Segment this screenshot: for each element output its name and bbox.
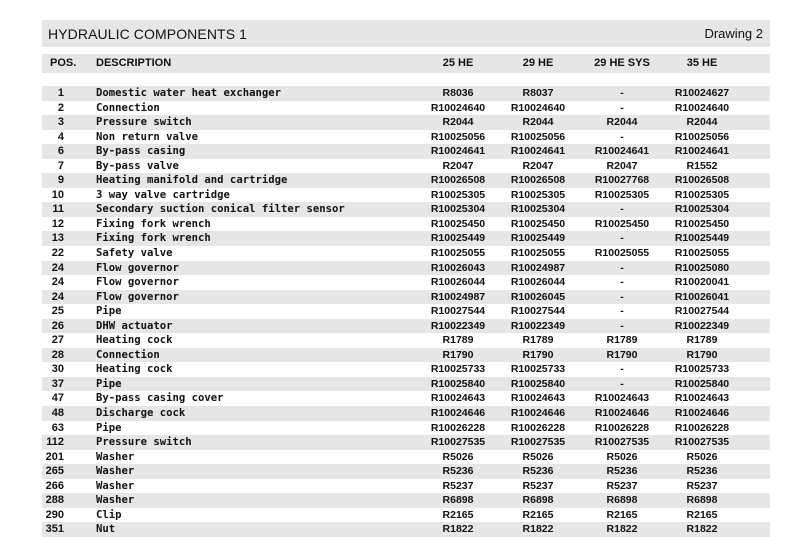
row-description: Pipe <box>96 421 122 434</box>
row-code-25he: R5236 <box>442 465 474 478</box>
row-code-29he-sys: - <box>620 232 624 245</box>
table-row <box>42 101 770 116</box>
row-position: 22 <box>51 247 64 260</box>
table-row <box>42 362 770 377</box>
header-25he: 25 HE <box>442 57 474 69</box>
row-description: Pressure switch <box>96 116 192 129</box>
row-position: 26 <box>51 319 64 332</box>
table-row <box>42 173 770 188</box>
row-code-29he-sys: - <box>620 261 624 274</box>
row-description: Clip <box>96 508 122 521</box>
table-header <box>42 54 770 73</box>
row-code-35he: R10025055 <box>674 247 730 260</box>
row-code-25he: R10025305 <box>430 188 486 201</box>
table-row <box>42 377 770 392</box>
row-description: Washer <box>96 450 135 463</box>
row-code-29he: R1790 <box>522 348 554 361</box>
row-code-29he-sys: - <box>620 305 624 318</box>
row-code-25he: R10027544 <box>430 305 486 318</box>
section-title: HYDRAULIC COMPONENTS 1 <box>48 25 248 42</box>
row-code-35he: R10025304 <box>674 203 730 216</box>
table-row <box>42 406 770 421</box>
row-code-29he: R10025305 <box>510 188 566 201</box>
table-row <box>42 450 770 465</box>
row-code-25he: R2047 <box>442 159 474 172</box>
row-code-25he: R2044 <box>442 116 474 129</box>
table-row <box>42 159 770 174</box>
row-position: 10 <box>51 188 64 201</box>
table-row <box>42 86 770 101</box>
row-code-29he-sys: R10024643 <box>594 392 650 405</box>
row-code-35he: R10025733 <box>674 363 730 376</box>
row-code-25he: R10024640 <box>430 101 486 114</box>
row-position: 47 <box>51 392 64 405</box>
row-code-35he: R10025080 <box>674 261 730 274</box>
row-position: 48 <box>51 407 64 420</box>
row-code-29he-sys: R2044 <box>606 116 638 129</box>
row-code-35he: R1789 <box>686 334 718 347</box>
row-code-25he: R1789 <box>442 334 474 347</box>
row-code-29he: R10024640 <box>510 101 566 114</box>
row-description: Flow governor <box>96 276 179 289</box>
row-code-25he: R6898 <box>442 494 474 507</box>
row-code-29he-sys: - <box>620 101 624 114</box>
row-code-29he: R10024641 <box>510 145 566 158</box>
row-code-25he: R10024646 <box>430 407 486 420</box>
parts-table-body <box>42 86 770 537</box>
row-code-29he-sys: R2165 <box>606 508 638 521</box>
row-description: Secondary suction conical filter sensor <box>96 203 345 216</box>
row-description: Washer <box>96 494 135 507</box>
row-position: 1 <box>57 87 64 99</box>
table-row <box>42 464 770 479</box>
row-code-29he: R6898 <box>522 494 554 507</box>
row-code-25he: R10026043 <box>430 261 486 274</box>
row-code-29he: R10026045 <box>510 290 566 303</box>
drawing-reference: Drawing 2 <box>704 26 763 41</box>
row-description: Safety valve <box>96 247 173 260</box>
row-code-29he: R10027535 <box>510 436 566 449</box>
row-code-29he-sys: R6898 <box>606 494 638 507</box>
table-row <box>42 333 770 348</box>
row-code-35he: R10027544 <box>674 305 730 318</box>
row-code-29he: R10022349 <box>510 319 566 332</box>
row-code-29he-sys: - <box>620 363 624 376</box>
row-code-29he-sys: R1789 <box>606 334 638 347</box>
table-row <box>42 217 770 232</box>
row-code-25he: R5026 <box>442 450 474 463</box>
row-code-25he: R1790 <box>442 348 474 361</box>
table-row <box>42 421 770 436</box>
row-code-25he: R10026228 <box>430 421 486 434</box>
row-code-25he: R10025304 <box>430 203 486 216</box>
row-position: 288 <box>45 494 64 507</box>
row-position: 12 <box>51 217 64 230</box>
row-code-25he: R10025449 <box>430 232 486 245</box>
header-29he: 29 HE <box>522 57 554 69</box>
row-position: 3 <box>57 116 64 129</box>
row-code-35he: R10025305 <box>674 188 730 201</box>
row-code-25he: R10024987 <box>430 290 486 303</box>
row-position: 201 <box>45 450 64 463</box>
row-code-35he: R10026508 <box>674 174 730 187</box>
row-position: 112 <box>46 436 64 449</box>
row-description: Connection <box>96 348 160 361</box>
row-code-29he-sys: R5236 <box>606 465 638 478</box>
row-position: 28 <box>51 348 64 361</box>
table-row <box>42 144 770 159</box>
table-row <box>42 304 770 319</box>
row-code-29he-sys: R10025305 <box>594 188 650 201</box>
row-code-29he-sys: - <box>620 130 624 143</box>
row-description: Fixing fork wrench <box>96 217 211 230</box>
row-code-29he: R10025840 <box>510 377 566 390</box>
row-code-35he: R10025840 <box>674 377 730 390</box>
row-code-35he: R10025449 <box>674 232 730 245</box>
row-position: 4 <box>57 130 64 143</box>
row-position: 266 <box>45 479 64 492</box>
row-description: By-pass valve <box>96 159 179 172</box>
row-code-29he: R5236 <box>522 465 554 478</box>
row-code-29he-sys: R1790 <box>606 348 638 361</box>
row-position: 30 <box>51 363 64 376</box>
row-code-29he: R10025304 <box>510 203 566 216</box>
row-description: DHW actuator <box>96 319 173 332</box>
row-code-35he: R1790 <box>686 348 718 361</box>
table-row <box>42 188 770 203</box>
table-row <box>42 319 770 334</box>
row-description: Fixing fork wrench <box>96 232 211 245</box>
row-code-29he: R1789 <box>522 334 554 347</box>
row-code-29he: R10024646 <box>510 407 566 420</box>
row-position: 290 <box>45 508 64 521</box>
row-code-35he: R1552 <box>686 159 718 172</box>
row-code-35he: R10024646 <box>674 407 730 420</box>
row-description: Discharge cock <box>96 407 186 420</box>
row-code-29he-sys: R5237 <box>606 479 638 492</box>
table-row <box>42 261 770 276</box>
row-code-25he: R10024641 <box>430 145 486 158</box>
row-code-29he: R10025449 <box>510 232 566 245</box>
row-position: 351 <box>45 523 64 536</box>
row-code-35he: R10024640 <box>674 101 730 114</box>
row-description: Heating cock <box>96 334 173 347</box>
row-code-25he: R10025450 <box>430 217 486 230</box>
row-code-29he: R10026508 <box>510 174 566 187</box>
row-code-35he: R10025450 <box>674 217 730 230</box>
row-code-29he-sys: R10024641 <box>594 145 650 158</box>
row-code-35he: R5236 <box>686 465 718 478</box>
row-code-29he-sys: - <box>620 319 624 332</box>
row-code-29he: R5026 <box>522 450 554 463</box>
row-description: By-pass casing <box>96 145 186 158</box>
row-code-29he: R2044 <box>522 116 554 129</box>
row-code-25he: R10026044 <box>430 276 486 289</box>
row-code-29he: R5237 <box>522 479 554 492</box>
row-code-29he: R10026044 <box>510 276 566 289</box>
row-position: 24 <box>51 261 64 274</box>
row-position: 11 <box>52 203 64 216</box>
row-code-25he: R2165 <box>442 508 474 521</box>
row-code-35he: R10022349 <box>674 319 730 332</box>
row-code-29he: R10026228 <box>510 421 566 434</box>
row-position: 25 <box>51 305 64 318</box>
row-code-29he: R10025056 <box>510 130 566 143</box>
row-code-29he: R2047 <box>522 159 554 172</box>
row-description: Connection <box>96 101 160 114</box>
row-code-29he: R2165 <box>522 508 554 521</box>
row-description: Flow governor <box>96 290 179 303</box>
row-code-35he: R5026 <box>686 450 718 463</box>
row-code-25he: R8036 <box>442 87 474 99</box>
row-code-35he: R10025056 <box>674 130 730 143</box>
row-code-29he-sys: R2047 <box>606 159 638 172</box>
row-position: 37 <box>51 377 64 390</box>
row-code-25he: R10025055 <box>430 247 486 260</box>
table-row <box>42 391 770 406</box>
row-description: Washer <box>96 465 135 478</box>
row-position: 9 <box>57 174 64 187</box>
row-code-29he-sys: R10025055 <box>594 247 650 260</box>
row-code-29he: R10024987 <box>510 261 566 274</box>
header-pos: POS. <box>50 57 77 69</box>
row-code-29he-sys: R1822 <box>606 523 638 536</box>
row-description: 3 way valve cartridge <box>96 188 230 201</box>
row-code-29he-sys: - <box>620 203 624 216</box>
row-code-29he-sys: R10025450 <box>594 217 650 230</box>
row-description: By-pass casing cover <box>96 392 224 405</box>
table-row <box>42 231 770 246</box>
row-description: Pipe <box>96 305 122 318</box>
row-code-29he-sys: - <box>620 276 624 289</box>
row-code-29he: R10027544 <box>510 305 566 318</box>
row-code-29he-sys: R10027535 <box>594 436 650 449</box>
table-row <box>42 290 770 305</box>
row-description: Domestic water heat exchanger <box>96 87 281 99</box>
row-code-29he: R10025733 <box>510 363 566 376</box>
table-row <box>42 115 770 130</box>
table-row <box>42 508 770 523</box>
row-description: Flow governor <box>96 261 179 274</box>
row-code-29he: R8037 <box>522 87 554 99</box>
title-bar <box>42 20 770 47</box>
row-code-35he: R10026041 <box>674 290 730 303</box>
row-description: Pressure switch <box>96 436 192 449</box>
row-code-29he: R10024643 <box>510 392 566 405</box>
row-code-35he: R10024627 <box>674 87 730 99</box>
table-row <box>42 435 770 450</box>
row-code-35he: R6898 <box>686 494 718 507</box>
row-code-25he: R10026508 <box>430 174 486 187</box>
table-row <box>42 246 770 261</box>
row-code-25he: R1822 <box>442 523 474 536</box>
row-code-35he: R10024643 <box>674 392 730 405</box>
row-code-35he: R5237 <box>686 479 718 492</box>
table-row <box>42 479 770 494</box>
row-description: Pipe <box>96 377 122 390</box>
row-position: 24 <box>51 276 64 289</box>
row-code-29he-sys: R10026228 <box>594 421 650 434</box>
row-code-25he: R10022349 <box>430 319 486 332</box>
row-description: Non return valve <box>96 130 199 143</box>
row-code-29he: R10025450 <box>510 217 566 230</box>
row-description: Heating cock <box>96 363 173 376</box>
row-code-25he: R10024643 <box>430 392 486 405</box>
row-code-25he: R10025733 <box>430 363 486 376</box>
header-description: DESCRIPTION <box>96 57 172 69</box>
table-row <box>42 202 770 217</box>
row-description: Heating manifold and cartridge <box>96 174 288 187</box>
row-position: 2 <box>57 101 64 114</box>
header-29he-sys: 29 HE SYS <box>594 57 650 69</box>
row-code-29he-sys: R10027768 <box>594 174 650 187</box>
row-description: Nut <box>96 523 116 536</box>
row-position: 7 <box>57 159 64 172</box>
row-position: 265 <box>45 465 64 478</box>
row-code-35he: R10024641 <box>674 145 730 158</box>
row-code-35he: R2044 <box>686 116 718 129</box>
row-position: 27 <box>51 334 64 347</box>
row-code-25he: R5237 <box>442 479 474 492</box>
table-row <box>42 348 770 363</box>
row-position: 24 <box>51 290 64 303</box>
table-row <box>42 522 770 537</box>
row-code-35he: R10026228 <box>674 421 730 434</box>
row-code-29he-sys: - <box>620 290 624 303</box>
table-row <box>42 130 770 145</box>
row-code-25he: R10027535 <box>430 436 486 449</box>
row-code-35he: R10020041 <box>674 276 730 289</box>
row-code-35he: R2165 <box>686 508 718 521</box>
row-code-29he: R1822 <box>522 523 554 536</box>
row-position: 6 <box>57 145 64 158</box>
row-code-29he-sys: R10024646 <box>594 407 650 420</box>
row-code-29he: R10025055 <box>510 247 566 260</box>
table-row <box>42 493 770 508</box>
row-code-35he: R10027535 <box>674 436 730 449</box>
table-row <box>42 275 770 290</box>
row-code-29he-sys: - <box>620 87 624 99</box>
row-code-29he-sys: R5026 <box>606 450 638 463</box>
row-code-29he-sys: - <box>620 377 624 390</box>
row-position: 63 <box>51 421 64 434</box>
row-position: 13 <box>51 232 64 245</box>
row-code-25he: R10025840 <box>430 377 486 390</box>
row-code-25he: R10025056 <box>430 130 486 143</box>
row-description: Washer <box>96 479 135 492</box>
row-code-35he: R1822 <box>686 523 718 536</box>
header-35he: 35 HE <box>686 57 718 69</box>
